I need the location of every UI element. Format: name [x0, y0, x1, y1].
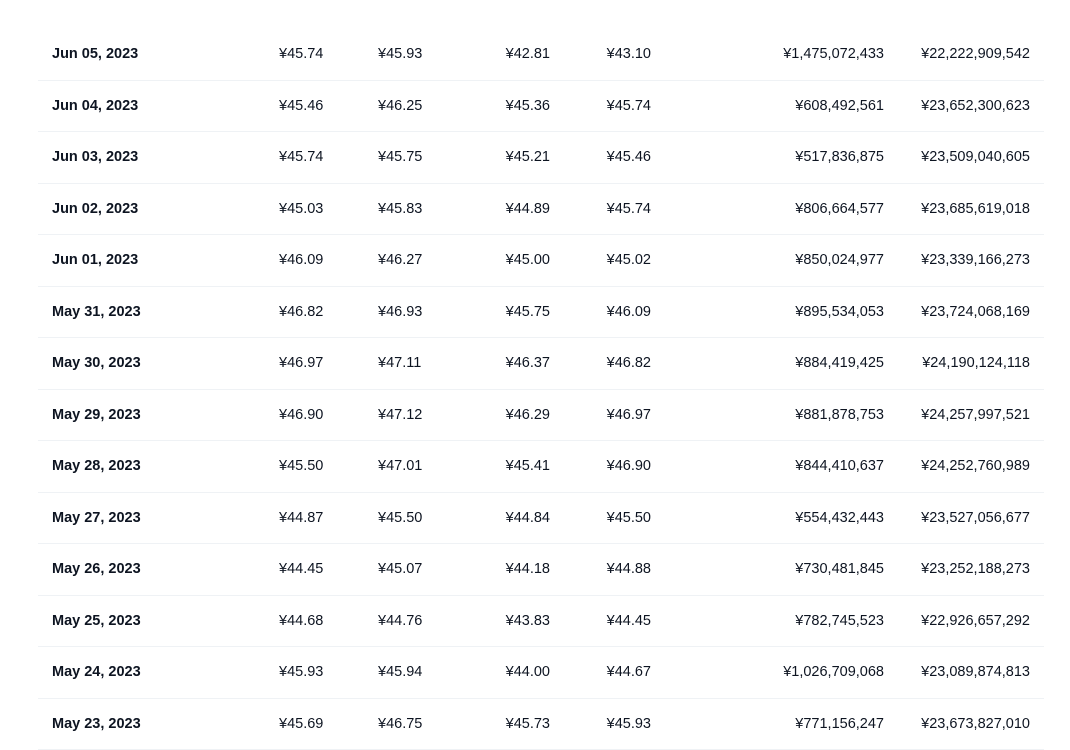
date-cell: Jun 04, 2023 [52, 81, 138, 133]
date-cell: Jun 01, 2023 [52, 235, 138, 287]
volume-cell: ¥554,432,443 [795, 493, 884, 545]
high-price-cell: ¥45.07 [378, 544, 422, 596]
high-price-cell: ¥45.93 [378, 29, 422, 81]
low-price-cell: ¥44.89 [506, 184, 550, 236]
close-price-cell: ¥44.67 [607, 647, 651, 699]
low-price-cell: ¥44.84 [506, 493, 550, 545]
table-row [38, 544, 1044, 596]
open-price-cell: ¥46.90 [279, 390, 323, 442]
high-price-cell: ¥44.76 [378, 596, 422, 648]
low-price-cell: ¥45.21 [506, 132, 550, 184]
open-price-cell: ¥45.03 [279, 184, 323, 236]
low-price-cell: ¥46.37 [506, 338, 550, 390]
market-cap-cell: ¥23,685,619,018 [921, 184, 1030, 236]
market-cap-cell: ¥23,252,188,273 [921, 544, 1030, 596]
close-price-cell: ¥45.02 [607, 235, 651, 287]
market-cap-cell: ¥23,527,056,677 [921, 493, 1030, 545]
low-price-cell: ¥44.00 [506, 647, 550, 699]
low-price-cell: ¥45.41 [506, 441, 550, 493]
high-price-cell: ¥46.25 [378, 81, 422, 133]
high-price-cell: ¥45.94 [378, 647, 422, 699]
table-row [38, 647, 1044, 699]
volume-cell: ¥771,156,247 [795, 699, 884, 750]
date-cell: May 25, 2023 [52, 596, 141, 648]
table-row [38, 596, 1044, 648]
volume-cell: ¥1,026,709,068 [783, 647, 884, 699]
volume-cell: ¥608,492,561 [795, 81, 884, 133]
high-price-cell: ¥46.75 [378, 699, 422, 750]
low-price-cell: ¥42.81 [506, 29, 550, 81]
date-cell: May 27, 2023 [52, 493, 141, 545]
close-price-cell: ¥46.82 [607, 338, 651, 390]
market-cap-cell: ¥23,509,040,605 [921, 132, 1030, 184]
market-cap-cell: ¥23,673,827,010 [921, 699, 1030, 750]
date-cell: May 30, 2023 [52, 338, 141, 390]
table-row [38, 81, 1044, 133]
open-price-cell: ¥46.09 [279, 235, 323, 287]
volume-cell: ¥517,836,875 [795, 132, 884, 184]
high-price-cell: ¥46.27 [378, 235, 422, 287]
open-price-cell: ¥44.68 [279, 596, 323, 648]
table-row [38, 235, 1044, 287]
date-cell: Jun 02, 2023 [52, 184, 138, 236]
low-price-cell: ¥46.29 [506, 390, 550, 442]
low-price-cell: ¥45.00 [506, 235, 550, 287]
volume-cell: ¥806,664,577 [795, 184, 884, 236]
table-row [38, 493, 1044, 545]
market-cap-cell: ¥23,339,166,273 [921, 235, 1030, 287]
close-price-cell: ¥44.45 [607, 596, 651, 648]
table-row [38, 29, 1044, 81]
close-price-cell: ¥45.93 [607, 699, 651, 750]
close-price-cell: ¥45.74 [607, 184, 651, 236]
date-cell: May 28, 2023 [52, 441, 141, 493]
close-price-cell: ¥45.50 [607, 493, 651, 545]
volume-cell: ¥730,481,845 [795, 544, 884, 596]
open-price-cell: ¥45.74 [279, 132, 323, 184]
date-cell: May 24, 2023 [52, 647, 141, 699]
volume-cell: ¥895,534,053 [795, 287, 884, 339]
table-row [38, 184, 1044, 236]
close-price-cell: ¥46.97 [607, 390, 651, 442]
open-price-cell: ¥44.45 [279, 544, 323, 596]
date-cell: Jun 03, 2023 [52, 132, 138, 184]
open-price-cell: ¥44.87 [279, 493, 323, 545]
table-row [38, 390, 1044, 442]
open-price-cell: ¥45.50 [279, 441, 323, 493]
open-price-cell: ¥45.69 [279, 699, 323, 750]
market-cap-cell: ¥22,222,909,542 [921, 29, 1030, 81]
low-price-cell: ¥44.18 [506, 544, 550, 596]
high-price-cell: ¥47.11 [378, 338, 421, 390]
close-price-cell: ¥44.88 [607, 544, 651, 596]
open-price-cell: ¥45.46 [279, 81, 323, 133]
historical-data-table [38, 29, 1044, 750]
market-cap-cell: ¥24,252,760,989 [921, 441, 1030, 493]
date-cell: May 31, 2023 [52, 287, 141, 339]
market-cap-cell: ¥23,724,068,169 [921, 287, 1030, 339]
close-price-cell: ¥45.46 [607, 132, 651, 184]
high-price-cell: ¥45.83 [378, 184, 422, 236]
market-cap-cell: ¥23,652,300,623 [921, 81, 1030, 133]
close-price-cell: ¥45.74 [607, 81, 651, 133]
high-price-cell: ¥45.50 [378, 493, 422, 545]
date-cell: Jun 05, 2023 [52, 29, 138, 81]
high-price-cell: ¥46.93 [378, 287, 422, 339]
volume-cell: ¥884,419,425 [795, 338, 884, 390]
low-price-cell: ¥45.36 [506, 81, 550, 133]
open-price-cell: ¥46.82 [279, 287, 323, 339]
high-price-cell: ¥47.01 [378, 441, 422, 493]
high-price-cell: ¥45.75 [378, 132, 422, 184]
market-cap-cell: ¥24,190,124,118 [922, 338, 1030, 390]
table-row [38, 338, 1044, 390]
table-row [38, 287, 1044, 339]
table-row [38, 132, 1044, 184]
open-price-cell: ¥45.93 [279, 647, 323, 699]
volume-cell: ¥850,024,977 [795, 235, 884, 287]
volume-cell: ¥1,475,072,433 [783, 29, 884, 81]
open-price-cell: ¥46.97 [279, 338, 323, 390]
date-cell: May 29, 2023 [52, 390, 141, 442]
close-price-cell: ¥46.09 [607, 287, 651, 339]
close-price-cell: ¥46.90 [607, 441, 651, 493]
date-cell: May 26, 2023 [52, 544, 141, 596]
close-price-cell: ¥43.10 [607, 29, 651, 81]
date-cell: May 23, 2023 [52, 699, 141, 750]
low-price-cell: ¥43.83 [506, 596, 550, 648]
table-row [38, 699, 1044, 750]
volume-cell: ¥782,745,523 [795, 596, 884, 648]
table-row [38, 441, 1044, 493]
volume-cell: ¥881,878,753 [795, 390, 884, 442]
low-price-cell: ¥45.73 [506, 699, 550, 750]
market-cap-cell: ¥23,089,874,813 [921, 647, 1030, 699]
low-price-cell: ¥45.75 [506, 287, 550, 339]
market-cap-cell: ¥24,257,997,521 [921, 390, 1030, 442]
volume-cell: ¥844,410,637 [795, 441, 884, 493]
open-price-cell: ¥45.74 [279, 29, 323, 81]
high-price-cell: ¥47.12 [378, 390, 422, 442]
market-cap-cell: ¥22,926,657,292 [921, 596, 1030, 648]
